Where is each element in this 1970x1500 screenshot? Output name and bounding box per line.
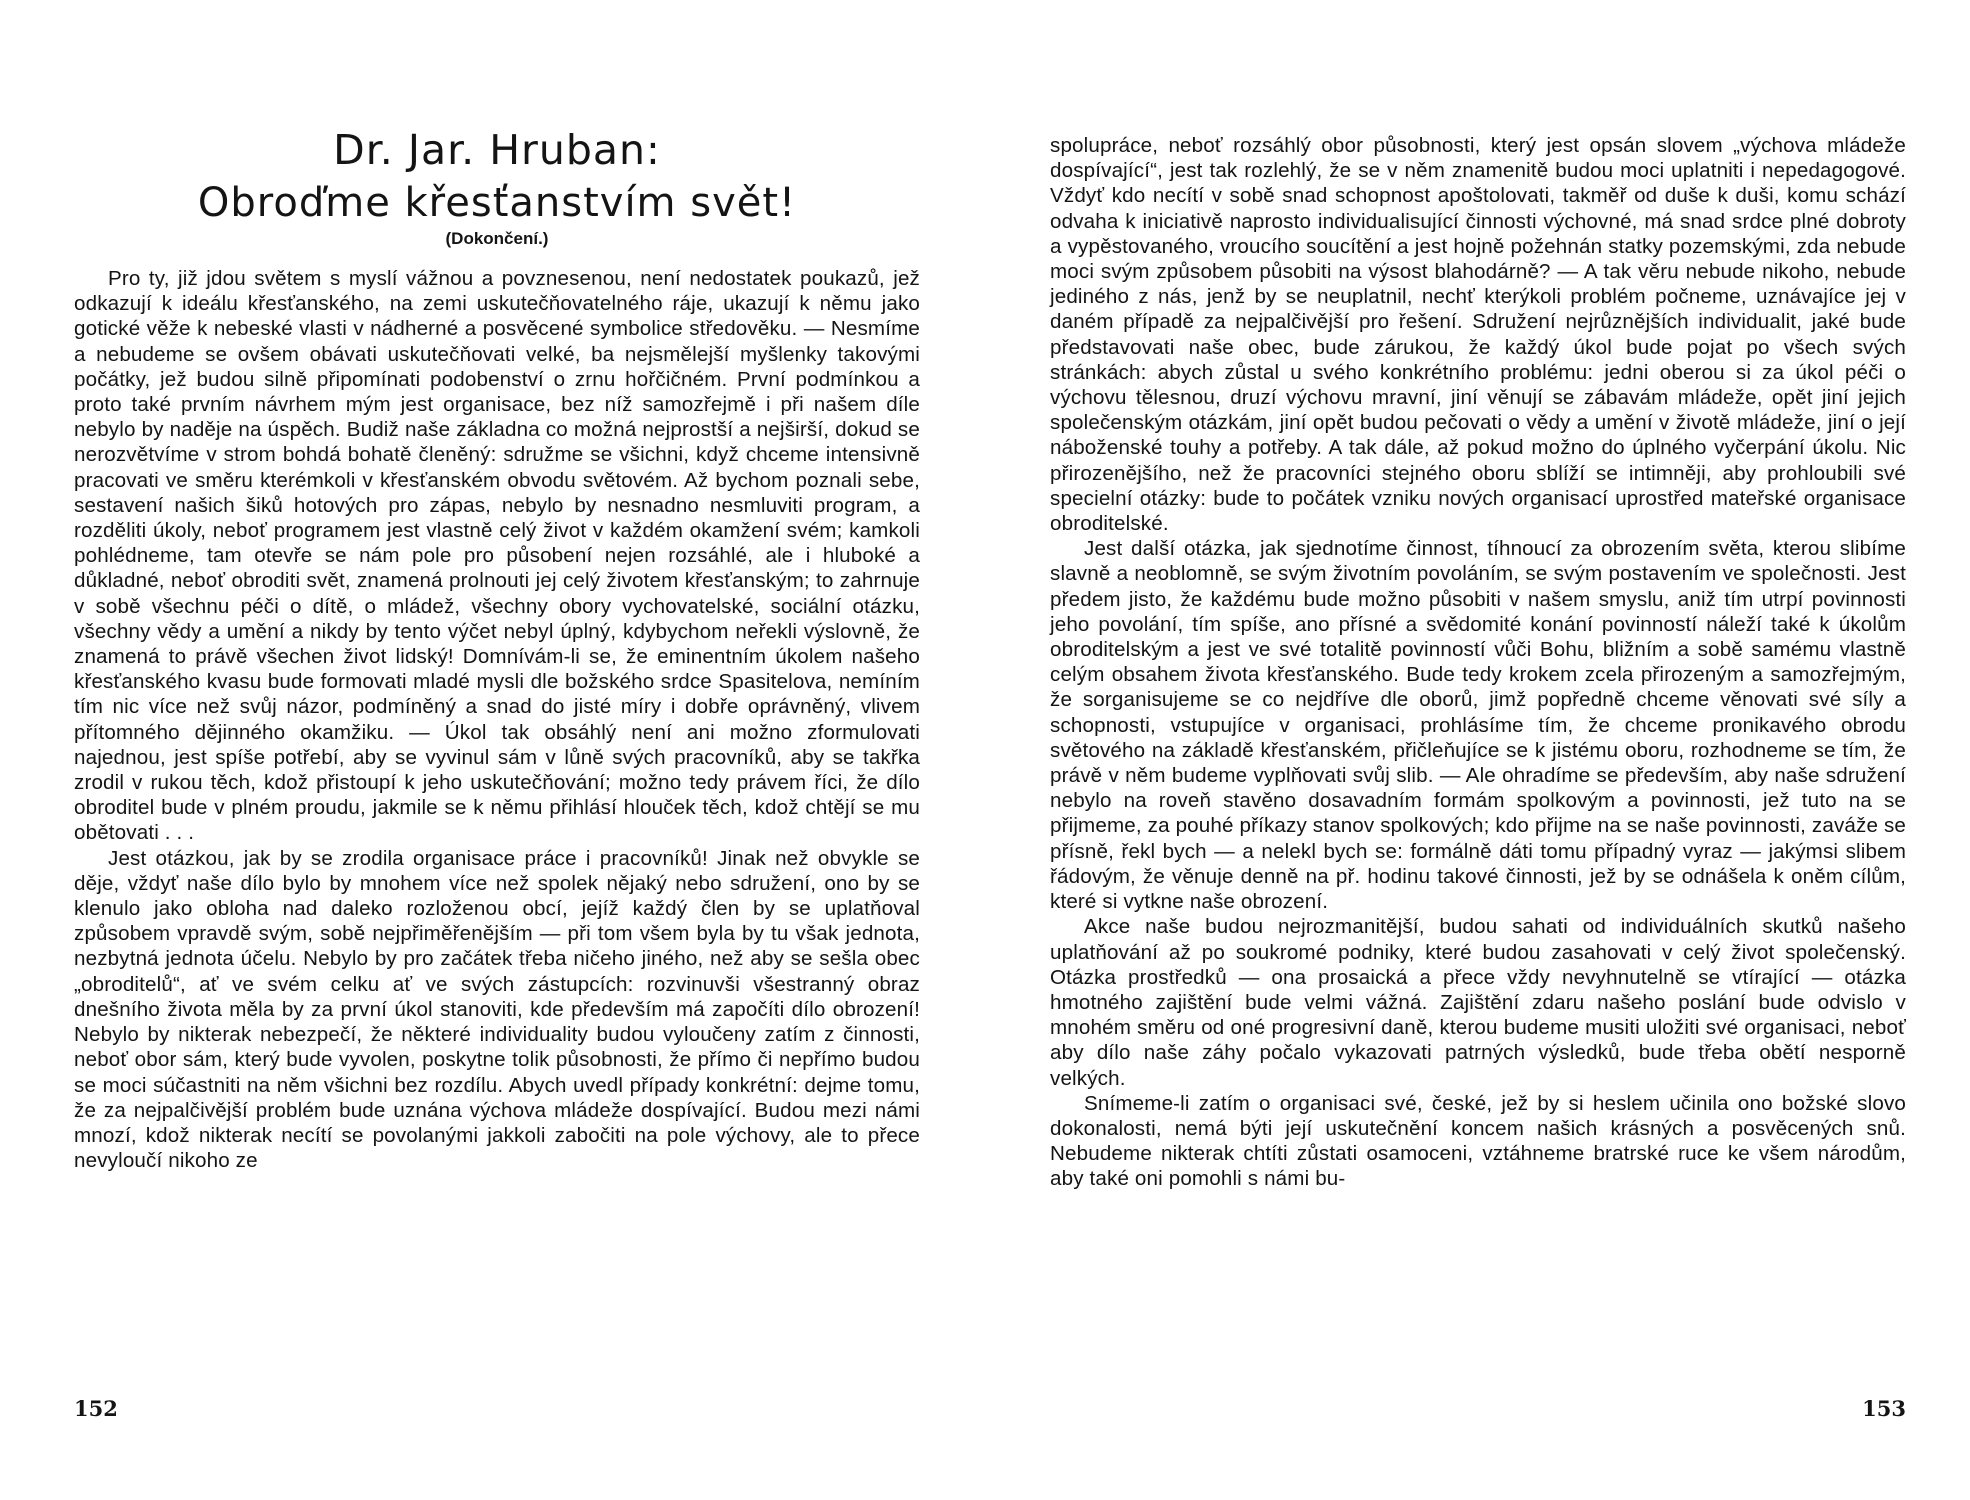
- article-subtitle: (Dokončení.): [445, 229, 549, 248]
- paragraph: Snímeme-li zatím o organisaci své, české, jež by si heslem učinila ono božské slovo dokonalosti, nemá býti její uskutečnění koncem našich krásných a posvěcených snů. Nebudeme nikterak chtíti zůstati osamoceni, vztáhneme bratrské ruce ke všem národům, aby také oni pomohli s námi bu-: [1050, 1091, 1906, 1191]
- paragraph: Jest další otázka, jak sjednotíme činnost, tíhnoucí za obrozením světa, kterou slibíme slavně a neoblomně, se svým životním povoláním, se svým postavením ve společnosti. Jest předem jisto, že každému bude možno působiti v našem smyslu, aniž tím utrpí povinnosti jeho povolání, tím spíše, ano přísné a svědomité konání povinností náleží také k úkolům obroditelským a jest ve své totalitě povinností vůči Bohu, bližním a sobě samému vlastně celým obsahem života křesťanského. Bude tedy krokem zcela přirozeným a samozřejmým, že sorganisujeme se co nejdříve dle oborů, jimž popředně chceme věnovati své síly a schopnosti, vstupujíce v organisaci, prohlásíme tím, že chceme pronikavého obrodu světového na základě křesťanském, přičleňujíce se k jistému oboru, rozhodneme se tím, že právě v něm budeme vyplňovati svůj slib. — Ale ohradíme se především, aby naše sdružení nebylo na roveň stavěno dosavadním formám spolkovým a povinnosti, jež tuto na se přijmeme, za pouhé příkazy stanov spolkových; kdo přijme na se naše povinnosti, zaváže se přísně, řekl bych — a nelekl bych se: formálně dáti tomu případný vyraz — jakýmsi slibem řádovým, že věnuje denně na př. hodinu takové činnosti, jež by se odnášela k oněm cílům, které si vytkne naše obrození.: [1050, 537, 1906, 914]
- page-number: 152: [74, 1396, 118, 1421]
- author-line: Dr. Jar. Hruban:: [333, 126, 661, 174]
- left-page-body: [74, 266, 920, 1173]
- right-page: [1050, 0, 1906, 1500]
- paragraph: spolupráce, neboť rozsáhlý obor působnosti, který jest opsán slovem „výchova mládeže dospívající“, jest tak rozlehlý, že se v něm znamenitě budou moci uplatniti i nepedagogové. Vždyť kdo necítí v sobě snad schopnost apoštolovati, takměř od duše k duši, komu schází odvaha k iniciativě naprosto individualisující činnosti výchovné, má snad srdce plné dobroty a vypěstovaného, vroucího soucítění a jest hojně požehnán statky pozemskými, zda nebude moci svým způsobem působiti na výsost blahodárně? — A tak věru nebude nikoho, nebude jediného z nás, jenž by se neuplatnil, nechť kterýkoli problém počneme, uznávajíce jej v daném případě za nejpalčivější pro řešení. Sdružení nejrůznějších individualit, jaké bude představovati naše obec, bude zárukou, že každý úkol bude pojat po všech svých stránkách: abych zůstal u svého konkrétního problému: jedni oberou si za úkol péči o výchovu tělesnou, druzí výchovu mravní, jiní věnují se zábavám mládeže, opět jiní jejich společenským otázkám, jiní opět budou pečovati o vědy a umění v životě mládeže, jiní o její náboženské touhy a potřeby. A tak dále, až pokud možno do úplného vyčerpání úkolu. Nic přirozenějšího, než že pracovníci stejného oboru sblíží se intimněji, aby prohloubili své specielní otázky: bude to počátek vzniku nových organisací uprostřed mateřské organisace obroditelské.: [1050, 134, 1906, 536]
- right-page-body: [1050, 133, 1906, 1192]
- paragraph: Pro ty, již jdou světem s myslí vážnou a povznesenou, není nedostatek poukazů, jež odkazují k ideálu křesťanského, na zemi uskutečňovatelného ráje, ukazují k němu jako gotické věže k nebeské vlasti v nádherné a posvěcené symbolice středověku. — Nesmíme a nebudeme se ovšem obávati uskutečňovati velké, ba nejsmělejší myšlenky takovými počátky, jež budou silně připomínati podobenství o zrnu hořčičném. První podmínkou a proto také prvním návrhem mým jest organisace, bez níž samozřejmě i při našem díle nebylo by naděje na úspěch. Budiž naše základna co možná nejprostší a nejširší, dokud se nerozvětvíme v strom bohdá bohatě členěný: sdružme se všichni, když chceme intensivně pracovati ve směru kterémkoli v křesťanském obvodu světovém. Až bychom poznali sebe, sestavení našich šiků hotových pro zápas, nebylo by nesnadno nesmluviti program, a rozděliti úkoly, neboť programem jest vlastně celý život v každém okamžení svém; kamkoli pohlédneme, tam otevře se nám pole pro působení nejen rozsáhlé, ale i hluboké a důkladné, neboť obroditi svět, znamená prolnouti jej celý životem křesťanským; to zahrnuje v sobě všechnu péči o dítě, o mládež, všechny obory vychovatelské, sociální otázku, všechny vědy a umění a nikdy by tento výčet nebyl úplný, kdybychom neřekli výslovně, že znamená to právě všechen život lidský! Domnívám-li se, že eminentním úkolem našeho křesťanského kvasu bude formovati mladé mysli dle božského srdce Spasitelova, nemíním tím nic více než svůj názor, podmíněný a snad do jisté míry i dobře oprávněný, vlivem přítomného dějinného okamžiku. — Úkol tak obsáhlý není ani možno zformulovati najednou, jest spíše potřebí, aby se vyvinul sám v lůně svých pracovníků, aby se takřka zrodil v rukou těch, kdož přistoupí k jeho uskutečňování; možno tedy právem říci, že dílo obroditel bude v plném proudu, jakmile se k němu přihlásí hlouček těch, kdož chtějí se mu obětovati . . .: [74, 267, 920, 845]
- paragraph: Jest otázkou, jak by se zrodila organisace práce i pracovníků! Jinak než obvykle se děje, vždyť naše dílo bylo by mnohem více než spolek nějaký nebo sdružení, ono by se klenulo jako obloha nad daleko rozloženou obcí, jejíž každý člen by se uplatňoval způsobem vpravdě svým, sobě nejpřiměřenějším — při tom všem byla by tu však jednota, nezbytná jednota účelu. Nebylo by pro začátek třeba ničeho jiného, než aby se sešla obec „obroditelů“, ať ve svém celku ať ve svých zástupcích: rozvinuvši všestranný obraz dnešního života měla by za první úkol stanoviti, kde především má započíti dílo obrození! Nebylo by nikterak nebezpečí, že některé individuality budou vyloučeny zatím z činnosti, neboť obor sám, který bude vyvolen, poskytne tolik působnosti, že přímo či nepřímo budou se moci súčastniti na něm všichni bez rozdílu. Abych uvedl případy konkrétní: dejme tomu, že za nejpalčivější problém bude uznána výchova mládeže dospívající. Budou mezi námi mnozí, kdož nikterak necítí se povolanými jakkoli zabočiti na pole výchovy, ale to přece nevyloučí nikoho ze: [74, 846, 920, 1173]
- page-number: 153: [1862, 1396, 1906, 1421]
- paragraph: Akce naše budou nejrozmanitější, budou sahati od individuálních skutků našeho uplatňování až po soukromé podniky, které budou zasahovati v celý život společenský. Otázka prostředků — ona prosaická a přece vždy nevyhnutelně se vtírající — otázka hmotného zajištění bude velmi vážná. Zajištění zdaru našeho poslání bude odvislo v mnohém směru od oné progresivní daně, kterou budeme musiti uložiti své organisaci, neboť aby dílo naše záhy počalo vykazovati patrných výsledků, bude třeba obětí nesporně velkých.: [1050, 915, 1906, 1090]
- article-title: Obroďme křesťanstvím svět!: [197, 180, 797, 226]
- left-page: [74, 0, 920, 1500]
